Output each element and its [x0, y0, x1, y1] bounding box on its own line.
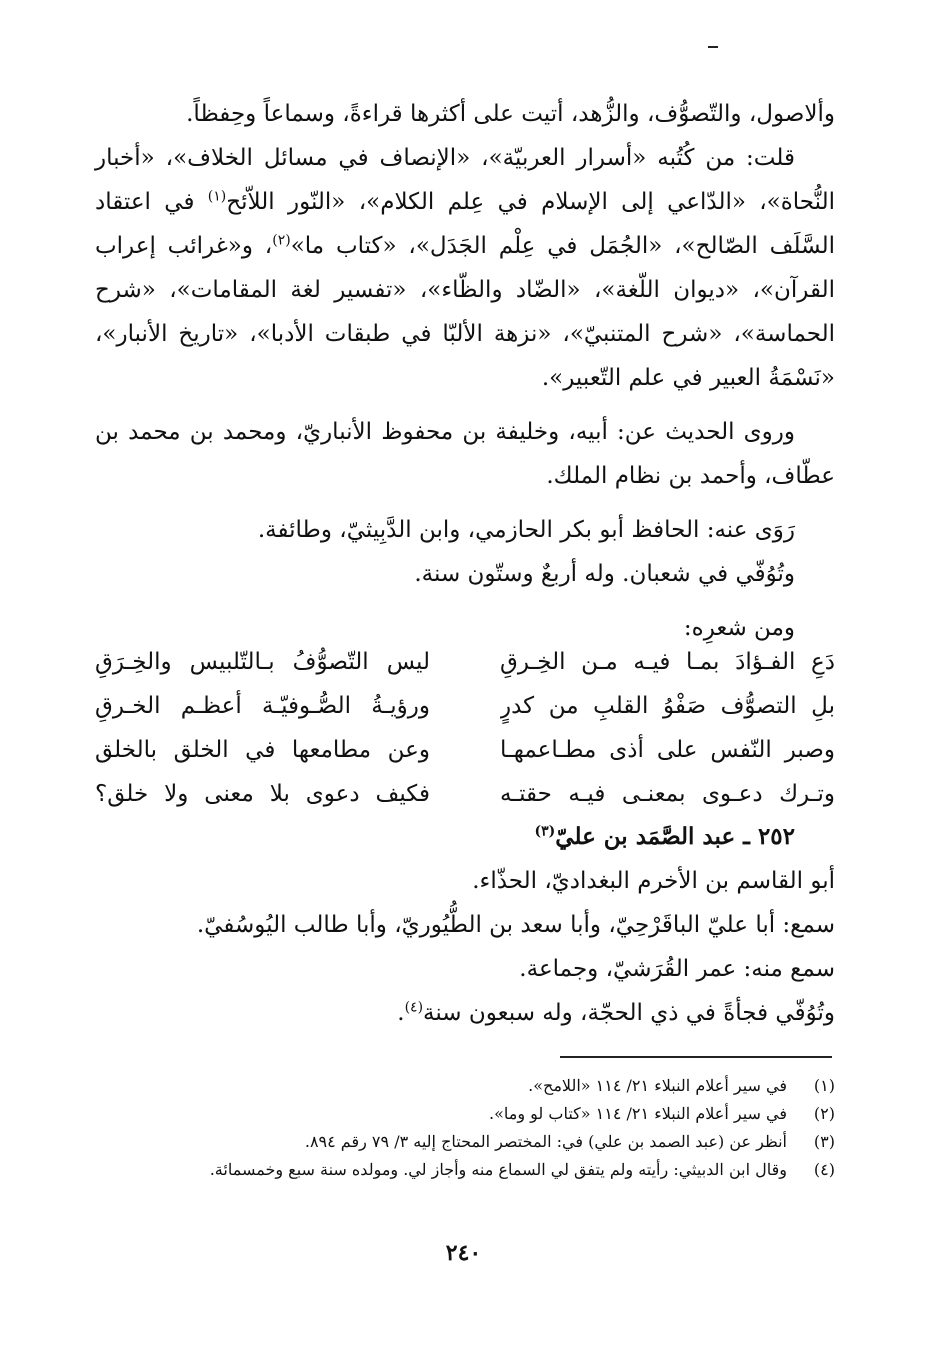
paragraph-narrated-by	[95, 508, 835, 596]
paragraph-books	[95, 136, 835, 400]
entry-heard-from-him-line: سمع منه: عمر القُرَشيّ، وجماعة.	[519, 956, 835, 982]
poem-verse	[95, 728, 835, 772]
poem-verse	[95, 684, 835, 728]
footnote-item	[95, 1128, 835, 1156]
footnote-text: وقال ابن الدبيثي: رأيته ولم يتفق لي السماع منه وأجاز لي. ومولده سنة سبع وخمسمائة.	[209, 1160, 787, 1179]
footnote-ref-1: (١)	[207, 188, 227, 205]
page-number: ٢٤٠	[445, 1240, 482, 1266]
poetry-intro: ومن شعرِه:	[683, 615, 795, 641]
entry-kunya-line: أبو القاسم بن الأخرم البغداديّ، الحذّاء.	[472, 868, 835, 894]
entry-death-end: .	[397, 1000, 405, 1026]
books-text-a: قلت: من كُتُبه «أسرار العربيّة»، «الإنصاف في مسائل الخلاف»، «أخبار النُّحاة»، «الدّاعي إلى الإسلام في عِلم الكلام»، «النّور اللاّئح	[95, 145, 835, 215]
footnote-text: في سير أعلام النبلاء ٢١/ ١١٤ «اللامح».	[528, 1076, 787, 1095]
poem-verse	[95, 640, 835, 684]
biography-entry	[95, 815, 835, 1035]
narrated-by-line: رَوَى عنه: الحافظ أبو بكر الحازمي، وابن الدَّبِيثيّ، وطائفة.	[257, 517, 795, 543]
footnote-number: (١)	[813, 1076, 835, 1095]
footnote-ref-3: (٣)	[534, 823, 556, 840]
poem-hemistich-first: دَعِ الفـؤادَ بمـا فيـه مـن الخِـرقِ	[500, 649, 835, 675]
footnote-text: أنظر عن (عبد الصمد بن علي) في: المختصر المحتاج إليه ٣/ ٧٩ رقم ٨٩٤.	[304, 1132, 787, 1151]
footnote-item	[95, 1072, 835, 1100]
entry-heading	[95, 815, 835, 859]
footnote-item	[95, 1156, 835, 1184]
entry-death-text: وتُوُفّي فجأةً في ذي الحجّة، وله سبعون سنة	[423, 1000, 835, 1026]
poem-hemistich-second: ورؤيـةُ الصُّـوفيّـة أعظـم الخـرقِ	[95, 693, 430, 719]
entry-heard-line: سمع: أبا عليّ الباقَرْحِيّ، وأبا سعد بن الطُّيُوريّ، وأبا طالب اليُوسُفيّ.	[196, 912, 835, 938]
footnote-separator	[560, 1056, 832, 1058]
footnotes	[95, 1072, 835, 1184]
poem-hemistich-second: وعن مطامعها في الخلق بالخلق	[95, 737, 430, 763]
footnote-number: (٢)	[813, 1104, 835, 1123]
footnote-ref-4: (٤)	[404, 999, 424, 1016]
footnote-number: (٣)	[813, 1132, 835, 1151]
poem-hemistich-first: بلِ التصوُّف صَفْوُ القلبِ من كدرٍ	[500, 693, 835, 719]
poem-hemistich-first: وتـرك دعـوى بمعنـى فيـه حقتـه	[500, 781, 835, 807]
books-text-b: في اعتقاد السَّلَف الصّالح»، «الجُمَل في عِلْم الجَدَل»، «كتاب ما»	[95, 189, 836, 259]
footnote-item	[95, 1100, 835, 1128]
top-dash-mark	[708, 46, 718, 48]
paragraph-subjects: وألاصول، والتّصوُّف، والزُّهد، أتيت على أكثرها قراءةً، وسماعاً وحِفظاً.	[186, 101, 835, 127]
footnote-text: في سير أعلام النبلاء ٢١/ ١١٤ «كتاب لو وما».	[489, 1104, 787, 1123]
poem-verse	[95, 772, 835, 816]
footnote-number: (٤)	[813, 1160, 835, 1179]
main-text	[95, 92, 835, 650]
poem-hemistich-first: وصبر النّفس على أذى مطـاعمهـا	[500, 737, 835, 763]
paragraph-narrated-from: وروى الحديث عن: أبيه، وخليفة بن محفوظ الأنباريّ، ومحمد بن محمد بن عطّاف، وأحمد بن نظام الملك.	[95, 419, 835, 489]
entry-title: ٢٥٢ ـ عبد الصَّمَد بن عليّ	[555, 823, 795, 850]
books-text-c: ، و«غرائب إعراب القرآن»، «ديوان اللّغة»، «الضّاد والظّاء»، «تفسير لغة المقامات»، «شرح الحماسة»، «شرح المتنبيّ»، «نزهة الألبّا في طبقات الأدبا»، «تاريخ الأنبار»، «نَسْمَةُ العبير في علم التّعبير».	[95, 233, 835, 391]
footnote-ref-2: (٢)	[272, 232, 291, 249]
entry-death-line	[95, 991, 835, 1035]
poem-hemistich-second: فكيف دعوى بلا معنى ولا خلق؟	[95, 781, 430, 807]
poem-hemistich-second: ليس التّصوُّفُ بـالتّلبيس والخِـرَقِ	[95, 649, 430, 675]
poem	[95, 640, 835, 816]
death-line: وتُوُفّي في شعبان. وله أربعٌ وستّون سنة.	[414, 561, 795, 587]
